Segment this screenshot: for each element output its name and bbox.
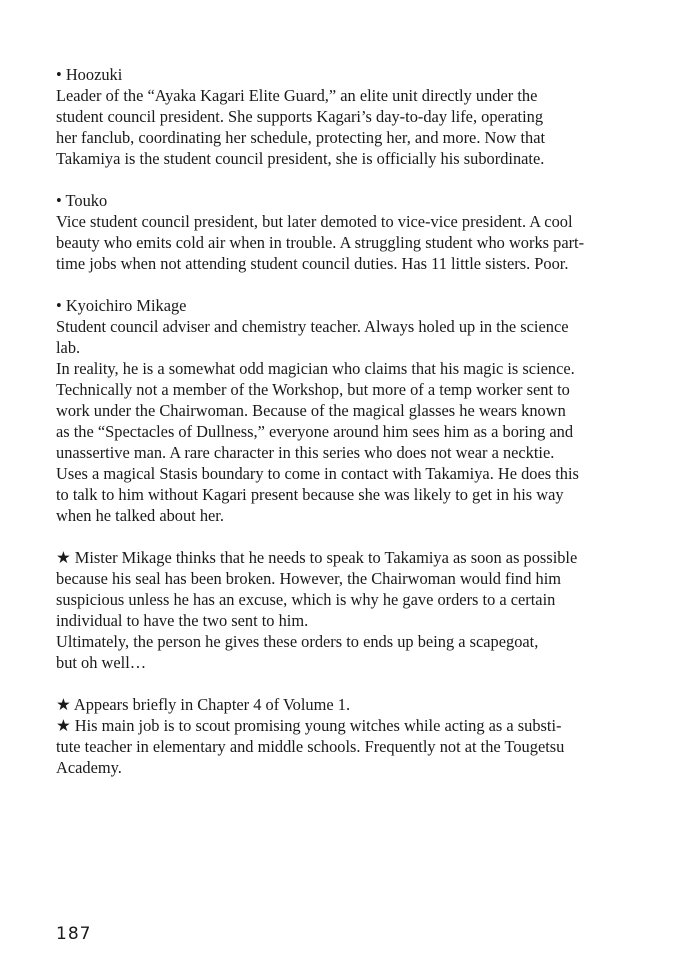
text-line: individual to have the two sent to him.	[56, 611, 309, 630]
character-heading: • Touko	[56, 191, 108, 210]
text-line: Student council adviser and chemistry teacher. Always holed up in the science	[56, 317, 569, 336]
star-note-line: ★ Mister Mikage thinks that he needs to speak to Takamiya as soon as possible	[56, 548, 578, 567]
text-line: Takamiya is the student council president, she is officially his subordinate.	[56, 149, 545, 168]
character-heading: • Kyoichiro Mikage	[56, 296, 187, 315]
page-number: 187	[56, 924, 92, 944]
star-note-line: ★ Appears briefly in Chapter 4 of Volume 1.	[56, 695, 351, 714]
paragraph-gap	[56, 673, 646, 694]
section-touko	[56, 190, 646, 274]
text-line: tute teacher in elementary and middle schools. Frequently not at the Tougetsu	[56, 737, 565, 756]
section-kyoichiro-mikage	[56, 295, 646, 526]
paragraph-gap	[56, 526, 646, 547]
text-line: work under the Chairwoman. Because of the magical glasses he wears known	[56, 401, 566, 420]
text-line: to talk to him without Kagari present because she was likely to get in his way	[56, 485, 564, 504]
page-body	[56, 64, 646, 778]
text-line: student council president. She supports Kagari’s day-to-day life, operating	[56, 107, 544, 126]
text-line: her fanclub, coordinating her schedule, protecting her, and more. Now that	[56, 128, 546, 147]
text-line: Ultimately, the person he gives these orders to ends up being a scapegoat,	[56, 632, 539, 651]
note-seal-broken	[56, 547, 646, 673]
paragraph-gap	[56, 274, 646, 295]
section-hoozuki	[56, 64, 646, 169]
text-line: as the “Spectacles of Dullness,” everyone around him sees him as a boring and	[56, 422, 574, 441]
text-line: lab.	[56, 338, 81, 357]
text-line: when he talked about her.	[56, 506, 224, 525]
text-line: beauty who emits cold air when in trouble. A struggling student who works part-	[56, 233, 585, 252]
paragraph-gap	[56, 169, 646, 190]
text-line: Vice student council president, but later demoted to vice-vice president. A cool	[56, 212, 573, 231]
text-line: Technically not a member of the Workshop, but more of a temp worker sent to	[56, 380, 570, 399]
text-line: but oh well…	[56, 653, 147, 672]
text-line: Academy.	[56, 758, 122, 777]
text-line: because his seal has been broken. However, the Chairwoman would find him	[56, 569, 562, 588]
text-line: suspicious unless he has an excuse, which is why he gave orders to a certain	[56, 590, 556, 609]
star-note-line: ★ His main job is to scout promising young witches while acting as a substi-	[56, 716, 562, 735]
text-line: Uses a magical Stasis boundary to come in contact with Takamiya. He does this	[56, 464, 579, 483]
text-line: time jobs when not attending student council duties. Has 11 little sisters. Poor.	[56, 254, 569, 273]
text-line: Leader of the “Ayaka Kagari Elite Guard,” an elite unit directly under the	[56, 86, 538, 105]
character-heading: • Hoozuki	[56, 65, 123, 84]
notes-final	[56, 694, 646, 778]
text-line: In reality, he is a somewhat odd magician who claims that his magic is science.	[56, 359, 575, 378]
text-line: unassertive man. A rare character in this series who does not wear a necktie.	[56, 443, 555, 462]
